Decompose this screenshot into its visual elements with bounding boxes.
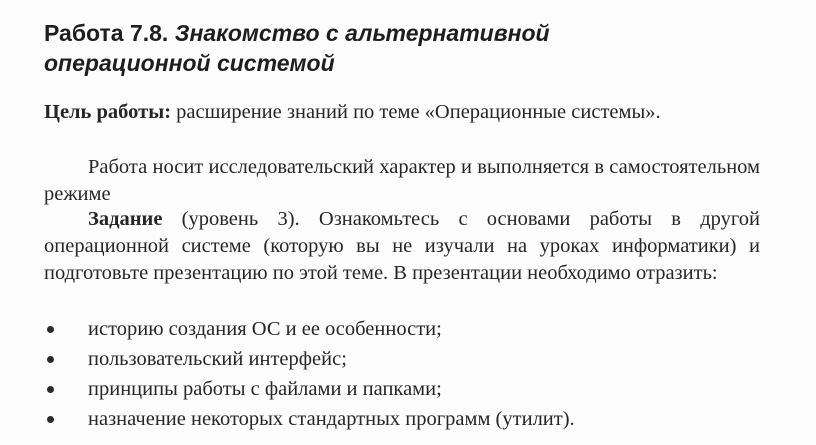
task-paragraph: [44, 206, 760, 287]
list-item: [44, 374, 760, 404]
list-item-text: историю создания ОС и ее особенности;: [88, 318, 442, 340]
work-title-line2: операционной системой: [44, 50, 335, 76]
list-item-text: назначение некоторых стандартных программ (утилит).: [88, 408, 575, 430]
task-text: (уровень 3). Ознакомьтесь с основами работы в другой операционной системе (которую вы не изучали на уроках информатики) и подготовьте презентацию по этой теме. В презентации необходимо отразить:: [44, 208, 760, 284]
bullet-icon: [47, 326, 54, 333]
list-item: [44, 404, 760, 434]
requirements-list: [44, 314, 760, 434]
goal-text: расширение знаний по теме «Операционные системы».: [176, 101, 661, 123]
goal-label: Цель работы:: [44, 101, 172, 123]
task-label: Задание: [88, 208, 163, 230]
work-number: Работа 7.8.: [44, 20, 169, 46]
bullet-icon: [47, 416, 54, 423]
work-title-line1: Знакомство с альтернативной: [174, 20, 550, 46]
description-paragraph: Работа носит исследовательский характер и выполняется в самостоятельном режиме: [44, 156, 760, 205]
bullet-icon: [47, 386, 54, 393]
list-item-text: принципы работы с файлами и папками;: [88, 378, 442, 400]
section-heading: [44, 18, 784, 78]
goal-paragraph: [44, 99, 760, 126]
list-item: [44, 314, 760, 344]
bullet-icon: [47, 356, 54, 363]
list-item-text: пользовательский интерфейс;: [88, 348, 347, 370]
list-item: [44, 344, 760, 374]
